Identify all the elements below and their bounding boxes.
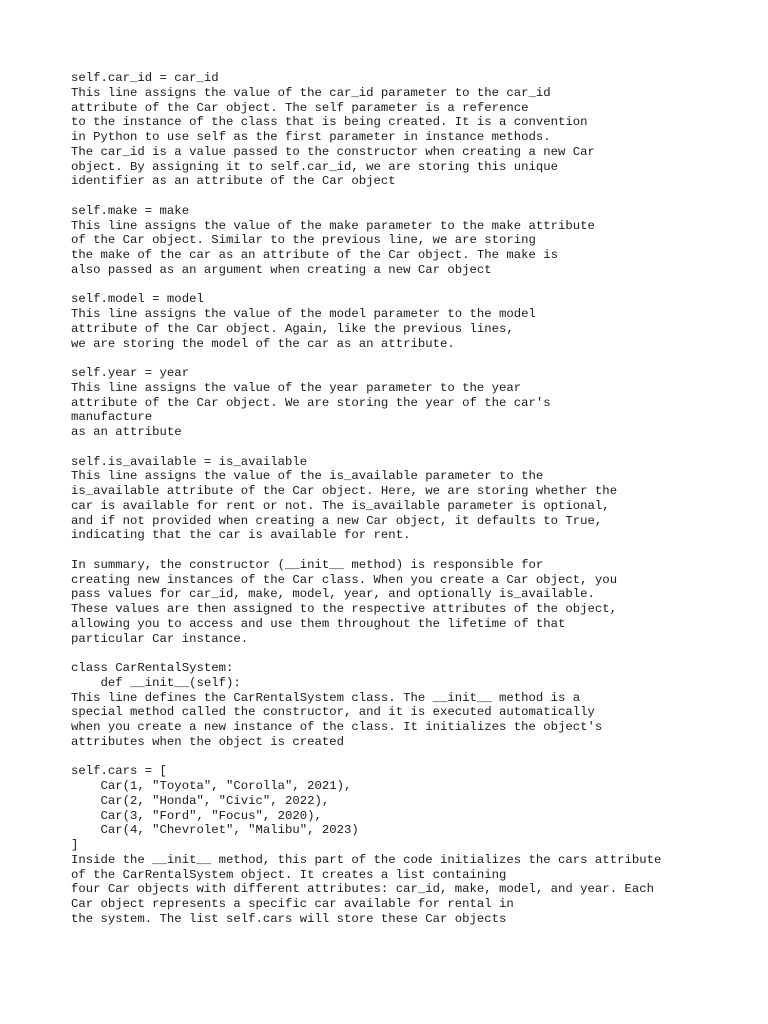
text-line: of the CarRentalSystem object. It creates a list containing — [71, 867, 507, 882]
text-line: This line assigns the value of the make parameter to the make attribute — [71, 218, 595, 233]
blank-line — [71, 646, 761, 661]
blank-line — [71, 351, 761, 366]
blank-line — [71, 543, 761, 558]
text-line: identifier as an attribute of the Car object — [71, 174, 396, 189]
text-line: The car_id is a value passed to the constructor when creating a new Car — [71, 144, 595, 159]
text-line: we are storing the model of the car as an attribute. — [71, 336, 455, 351]
text-line: Inside the __init__ method, this part of the code initializes the cars attribute — [71, 852, 662, 867]
text-line: particular Car instance. — [71, 631, 249, 646]
text-line: manufacture — [71, 410, 153, 425]
text-line: of the Car object. Similar to the previous line, we are storing — [71, 233, 536, 248]
text-line: is_available attribute of the Car object. Here, we are storing whether the — [71, 484, 618, 498]
text-line: also passed as an argument when creating a new Car object — [71, 262, 492, 277]
code-line: Car(1, "Toyota", "Corolla", 2021), — [71, 779, 352, 793]
text-line: in Python to use self as the first parameter in instance methods. — [71, 130, 551, 144]
text-line: These values are then assigned to the respective attributes of the object, — [71, 602, 618, 616]
text-line: allowing you to access and use them throughout the lifetime of that — [71, 616, 566, 631]
text-line: car is available for rent or not. The is_available parameter is optional, — [71, 498, 610, 513]
text-line: as an attribute — [71, 425, 182, 439]
text-line: This line assigns the value of the is_available parameter to the — [71, 469, 544, 484]
text-line: attributes when the object is created — [71, 734, 345, 749]
text-line: when you create a new instance of the class. It initializes the object's — [71, 720, 603, 734]
text-line: self.make = make — [71, 203, 190, 218]
text-line: indicating that the car is available for rent. — [71, 528, 411, 543]
blank-line — [71, 189, 761, 204]
blank-line — [71, 440, 761, 455]
text-line: self.is_available = is_available — [71, 454, 308, 469]
text-line: self.year = year — [71, 366, 190, 380]
text-line: object. By assigning it to self.car_id, we are storing this unique — [71, 159, 559, 174]
code-line: Car(4, "Chevrolet", "Malibu", 2023) — [71, 823, 359, 838]
text-line: special method called the constructor, and it is executed automatically — [71, 705, 595, 720]
text-line: Car object represents a specific car available for rental in — [71, 897, 514, 911]
text-line: This line defines the CarRentalSystem class. The __init__ method is a — [71, 690, 581, 705]
text-line: and if not provided when creating a new Car object, it defaults to True, — [71, 513, 603, 528]
blank-line — [71, 750, 761, 765]
text-line: the make of the car as an attribute of the Car object. The make is — [71, 248, 559, 262]
text-line: This line assigns the value of the year parameter to the year — [71, 380, 522, 395]
text-line: attribute of the Car object. Again, like the previous lines, — [71, 321, 514, 336]
text-line: In summary, the constructor (__init__ method) is responsible for — [71, 557, 544, 572]
code-line: Car(2, "Honda", "Civic", 2022), — [71, 793, 330, 808]
text-line: four Car objects with different attributes: car_id, make, model, and year. Each — [71, 882, 654, 897]
text-line: pass values for car_id, make, model, year, and optionally is_available. — [71, 587, 595, 602]
code-line: class CarRentalSystem: — [71, 661, 234, 675]
code-line: Car(3, "Ford", "Focus", 2020), — [71, 808, 322, 823]
document-page — [71, 71, 761, 927]
text-line: the system. The list self.cars will store these Car objects — [71, 911, 507, 926]
code-line: self.cars = [ — [71, 764, 167, 779]
text-line: This line assigns the value of the car_id parameter to the car_id — [71, 85, 551, 100]
text-line: This line assigns the value of the model parameter to the model — [71, 307, 536, 321]
text-line: attribute of the Car object. We are storing the year of the car's — [71, 395, 551, 410]
blank-line — [71, 278, 761, 293]
text-line: attribute of the Car object. The self parameter is a reference — [71, 100, 529, 115]
text-line: to the instance of the class that is being created. It is a convention — [71, 115, 588, 130]
text-line: creating new instances of the Car class. When you create a Car object, you — [71, 572, 618, 587]
code-line: def __init__(self): — [71, 675, 241, 690]
code-line: ] — [71, 838, 79, 852]
text-line: self.car_id = car_id — [71, 71, 219, 85]
text-line: self.model = model — [71, 292, 204, 307]
